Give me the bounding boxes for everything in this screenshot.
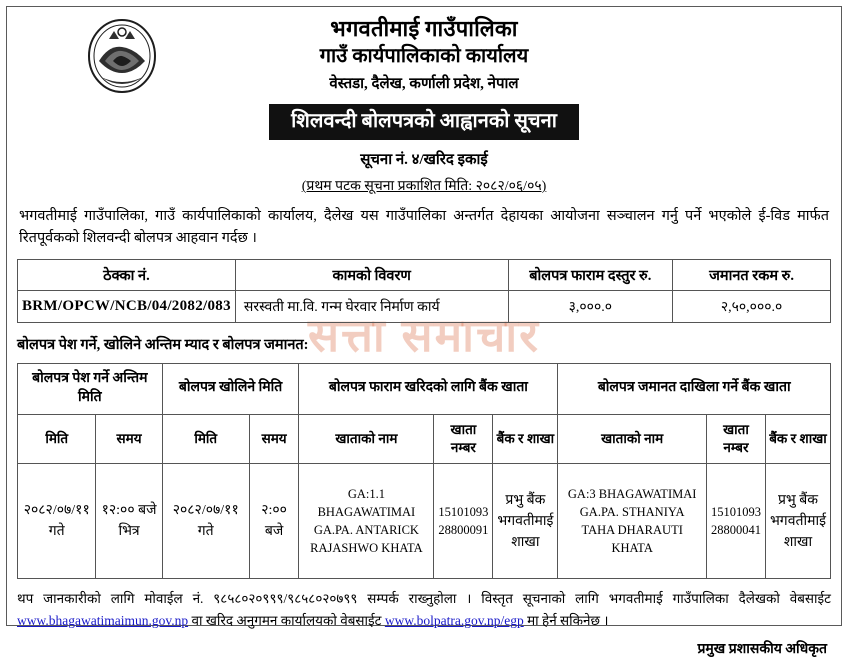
table-row [18,464,831,579]
th-security-bank-account: बोलपत्र जमानत दाखिला गर्ने बैंक खाता [558,363,831,414]
table-group-header-row [18,363,831,414]
th-submit-date: मिति [18,414,96,463]
cell-security-bank-branch: प्रभु बैंक भगवतीमाई शाखा [765,464,830,579]
table-header-row [18,259,831,290]
th-submit-time: समय [96,414,162,463]
cell-work-description: सरस्वती मा.वि. गन्म घेरवार निर्माण कार्य [235,290,508,322]
th-security-account-name: खाताको नाम [558,414,707,463]
footer-note [17,588,831,631]
footer-website-middle: वा खरिद अनुगमन कार्यालयको वेबसाईट [188,612,385,628]
th-work-description: कामको विवरण [235,259,508,290]
th-security-account-no: खाता नम्बर [706,414,765,463]
office-address: वेस्तडा, दैलेख, कर्णाली प्रदेश, नेपाल [329,75,519,92]
th-purchase-account-no: खाता नम्बर [434,414,493,463]
th-purchase-bank-branch: बैंक र शाखा [493,414,558,463]
section-label-deadlines: बोलपत्र पेश गर्ने, खोलिने अन्तिम म्याद र बोलपत्र जमानत: [17,336,309,353]
cell-purchase-account-no: 15101093 28800091 [434,464,493,579]
th-contract-no: ठेक्का नं. [18,259,236,290]
th-security-bank-branch: बैंक र शाखा [765,414,830,463]
th-form-fee: बोलपत्र फाराम दस्तुर रु. [508,259,673,290]
cell-open-time: २:०० बजे [249,464,299,579]
signature-authority: प्रमुख प्रशासकीय अधिकृत [697,642,827,658]
notice-title-band: शिलवन्दी बोलपत्रको आह्वानको सूचना [269,104,579,140]
th-open-time: समय [249,414,299,463]
th-submit-deadline: बोलपत्र पेश गर्ने अन्तिम मिति [18,363,163,414]
nepal-government-emblem-icon [85,17,159,95]
cell-submit-date: २०८२/०७/११ गते [18,464,96,579]
publish-date: (प्रथम पटक सूचना प्रकाशित मिति: २०८२/०६/०५) [301,179,547,194]
cell-purchase-account-name: GA:1.1 BHAGAWATIMAI GA.PA. ANTARICK RAJASHWO KHATA [299,464,434,579]
organization-name: भगवतीमाई गाउँपालिका [330,16,518,41]
cell-contract-no: BRM/OPCW/NCB/04/2082/083 [18,290,236,322]
footer-contact-text: थप जानकारीको लागि मोवाईल नं. ९८५८०२०९९९/९८५८०२०७९९ सम्पर्क राख्नुहोला । विस्तृत सूचनाको लागि भगवतीमाई गाउँपालिका दैलेखको [17,591,780,607]
cell-security-account-name: GA:3 BHAGAWATIMAI GA.PA. STHANIYA TAHA DHARAUTI KHATA [558,464,707,579]
footer-website-prefix: वेबसाईट [789,591,831,607]
bolpatra-website-link[interactable]: www.bolpatra.gov.np/egp [384,612,524,628]
intro-paragraph: भगवतीमाई गाउँपालिका, गाउँ कार्यपालिकाको कार्यालय, दैलेख यस गाउँपालिका अन्तर्गत देहायका आयोजना सञ्चालन गर्नु पर्ने भएकोले ई-विड मार्फत रितपूर्वकको शिलवन्दी बोलपत्र आहवान गर्दछ । [19,208,829,247]
table-sub-header-row [18,414,831,463]
work-details-table [17,259,831,323]
footer-website-suffix: मा हेर्न सकिनेछ । [523,612,609,628]
cell-security-account-no: 15101093 28800041 [706,464,765,579]
notice-frame [6,6,842,658]
th-open-date: बोलपत्र खोलिने मिति [162,363,299,414]
cell-bid-security: २,५०,०००.० [673,290,831,322]
table-row [18,290,831,322]
cell-open-date: २०८२/०७/११ गते [162,464,249,579]
th-open-date-sub: मिति [162,414,249,463]
watermark-text: सत्ता समाचार [307,309,541,361]
municipality-website-link[interactable]: www.bhagawatimaimun.gov.np [17,612,189,628]
office-name: गाउँ कार्यपालिकाको कार्यालय [319,44,529,67]
cell-form-fee: ३,०००.० [508,290,673,322]
th-purchase-bank-account: बोलपत्र फाराम खरिदको लागि बैंक खाता [299,363,558,414]
cell-submit-time: १२:०० बजे भित्र [96,464,162,579]
cell-purchase-bank-branch: प्रभु बैंक भगवतीमाई शाखा [493,464,558,579]
th-purchase-account-name: खाताको नाम [299,414,434,463]
notice-header [7,7,841,195]
th-bid-security: जमानत रकम रु. [673,259,831,290]
notice-number: सूचना नं. ४/खरिद इकाई [360,152,488,168]
bank-details-table [17,363,831,579]
